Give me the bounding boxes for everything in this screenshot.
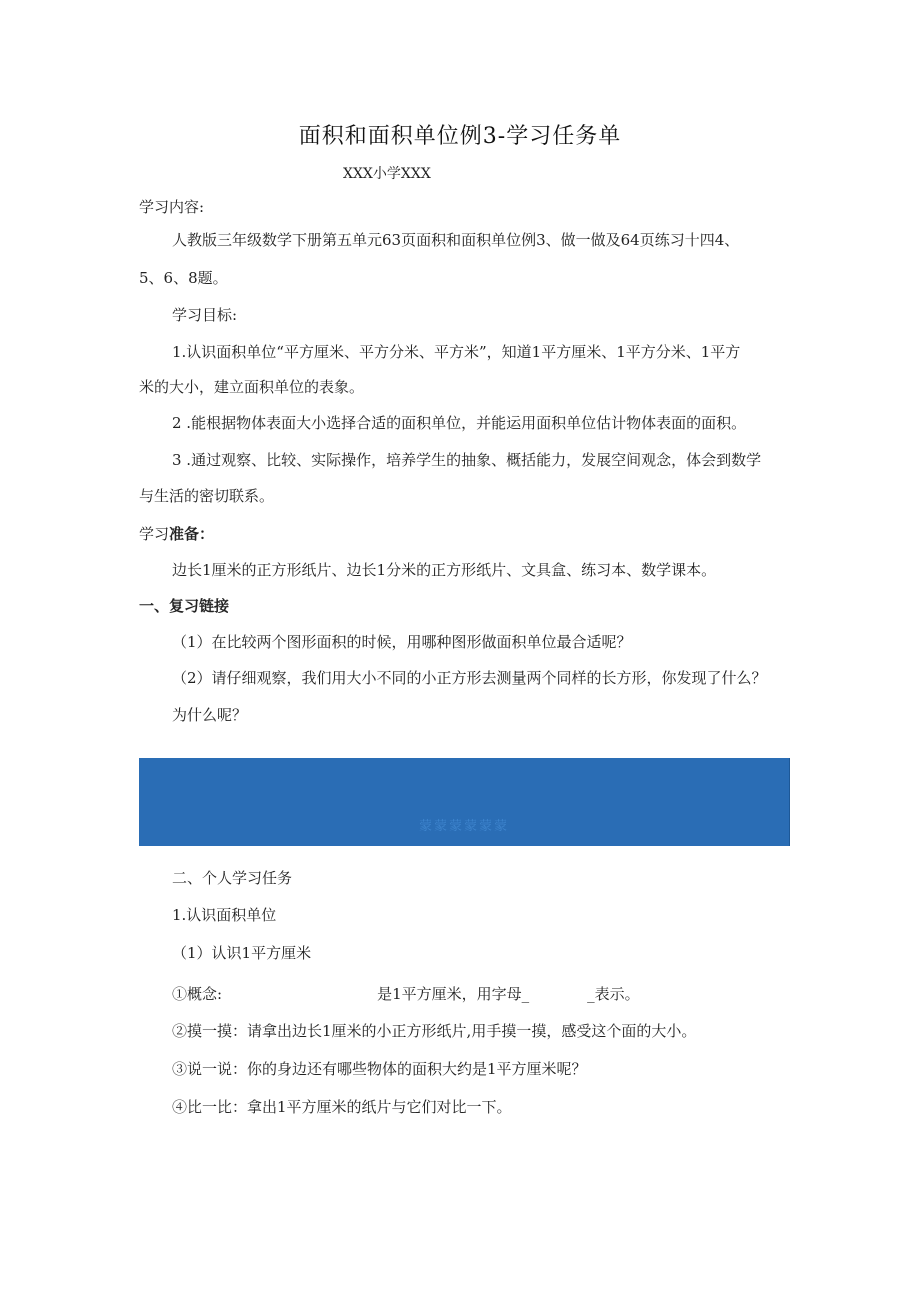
say-line: ③说一说：你的身边还有哪些物体的面积大约是1平方厘米呢？ [172, 1060, 587, 1078]
goal-2: 2 .能根据物体表面大小选择合适的面积单位，并能运用面积单位估计物体表面的面积。 [172, 414, 747, 432]
review-question-2-line-1: （2）请仔细观察，我们用大小不同的小正方形去测量两个同样的长方形，你发现了什么？ [172, 669, 767, 687]
goal-1-line-2: 米的大小，建立面积单位的表象。 [139, 378, 365, 396]
review-heading: 一、复习链接 [139, 597, 230, 615]
task-sub-1: 1.认识面积单位 [172, 906, 277, 924]
prep-heading [139, 524, 214, 544]
goals-heading: 学习目标: [172, 306, 238, 324]
content-paragraph-line-2: 5、6、8题。 [139, 269, 228, 287]
prep-heading-plain: 学习 [139, 525, 170, 543]
goal-1-line-1: 1.认识面积单位“平方厘米、平方分米、平方米”，知道1平方厘米、1平方分米、1平方 [172, 343, 741, 361]
banner-caption: 蒙蒙蒙蒙蒙蒙 [418, 819, 509, 834]
content-paragraph-line-1: 人教版三年级数学下册第五单元63页面积和面积单位例3、做一做及64页练习十四4、 [172, 231, 740, 249]
review-question-2-line-2: 为什么呢？ [172, 706, 248, 724]
task-sub-1a: （1）认识1平方厘米 [172, 944, 312, 962]
media-banner[interactable] [139, 758, 790, 846]
document-title: 面积和面积单位例3-学习任务单 [298, 124, 622, 149]
concept-line [172, 984, 640, 1004]
concept-middle: 是1平方厘米，用字母_ [377, 985, 530, 1003]
touch-line: ②摸一摸：请拿出边长1厘米的小正方形纸片,用手摸一摸，感受这个面的大小。 [172, 1022, 697, 1040]
prep-text: 边长1厘米的正方形纸片、边长1分米的正方形纸片、文具盒、练习本、数学课本。 [172, 561, 717, 579]
compare-line: ④比一比：拿出1平方厘米的纸片与它们对比一下。 [172, 1098, 512, 1116]
prep-heading-bold: 准备： [169, 525, 215, 543]
goal-3-line-1: 3 .通过观察、比较、实际操作，培养学生的抽象、概括能力，发展空间观念，体会到数学 [172, 451, 762, 469]
review-question-1: （1）在比较两个图形面积的时候，用哪种图形做面积单位最合适呢？ [172, 633, 632, 651]
content-heading: 学习内容: [139, 198, 205, 216]
tasks-heading: 二、个人学习任务 [172, 869, 293, 887]
concept-label: ①概念: [172, 985, 223, 1003]
author-line: XXX小学XXX [343, 166, 431, 182]
concept-end: _表示。 [587, 985, 640, 1003]
goal-3-line-2: 与生活的密切联系。 [139, 487, 275, 505]
